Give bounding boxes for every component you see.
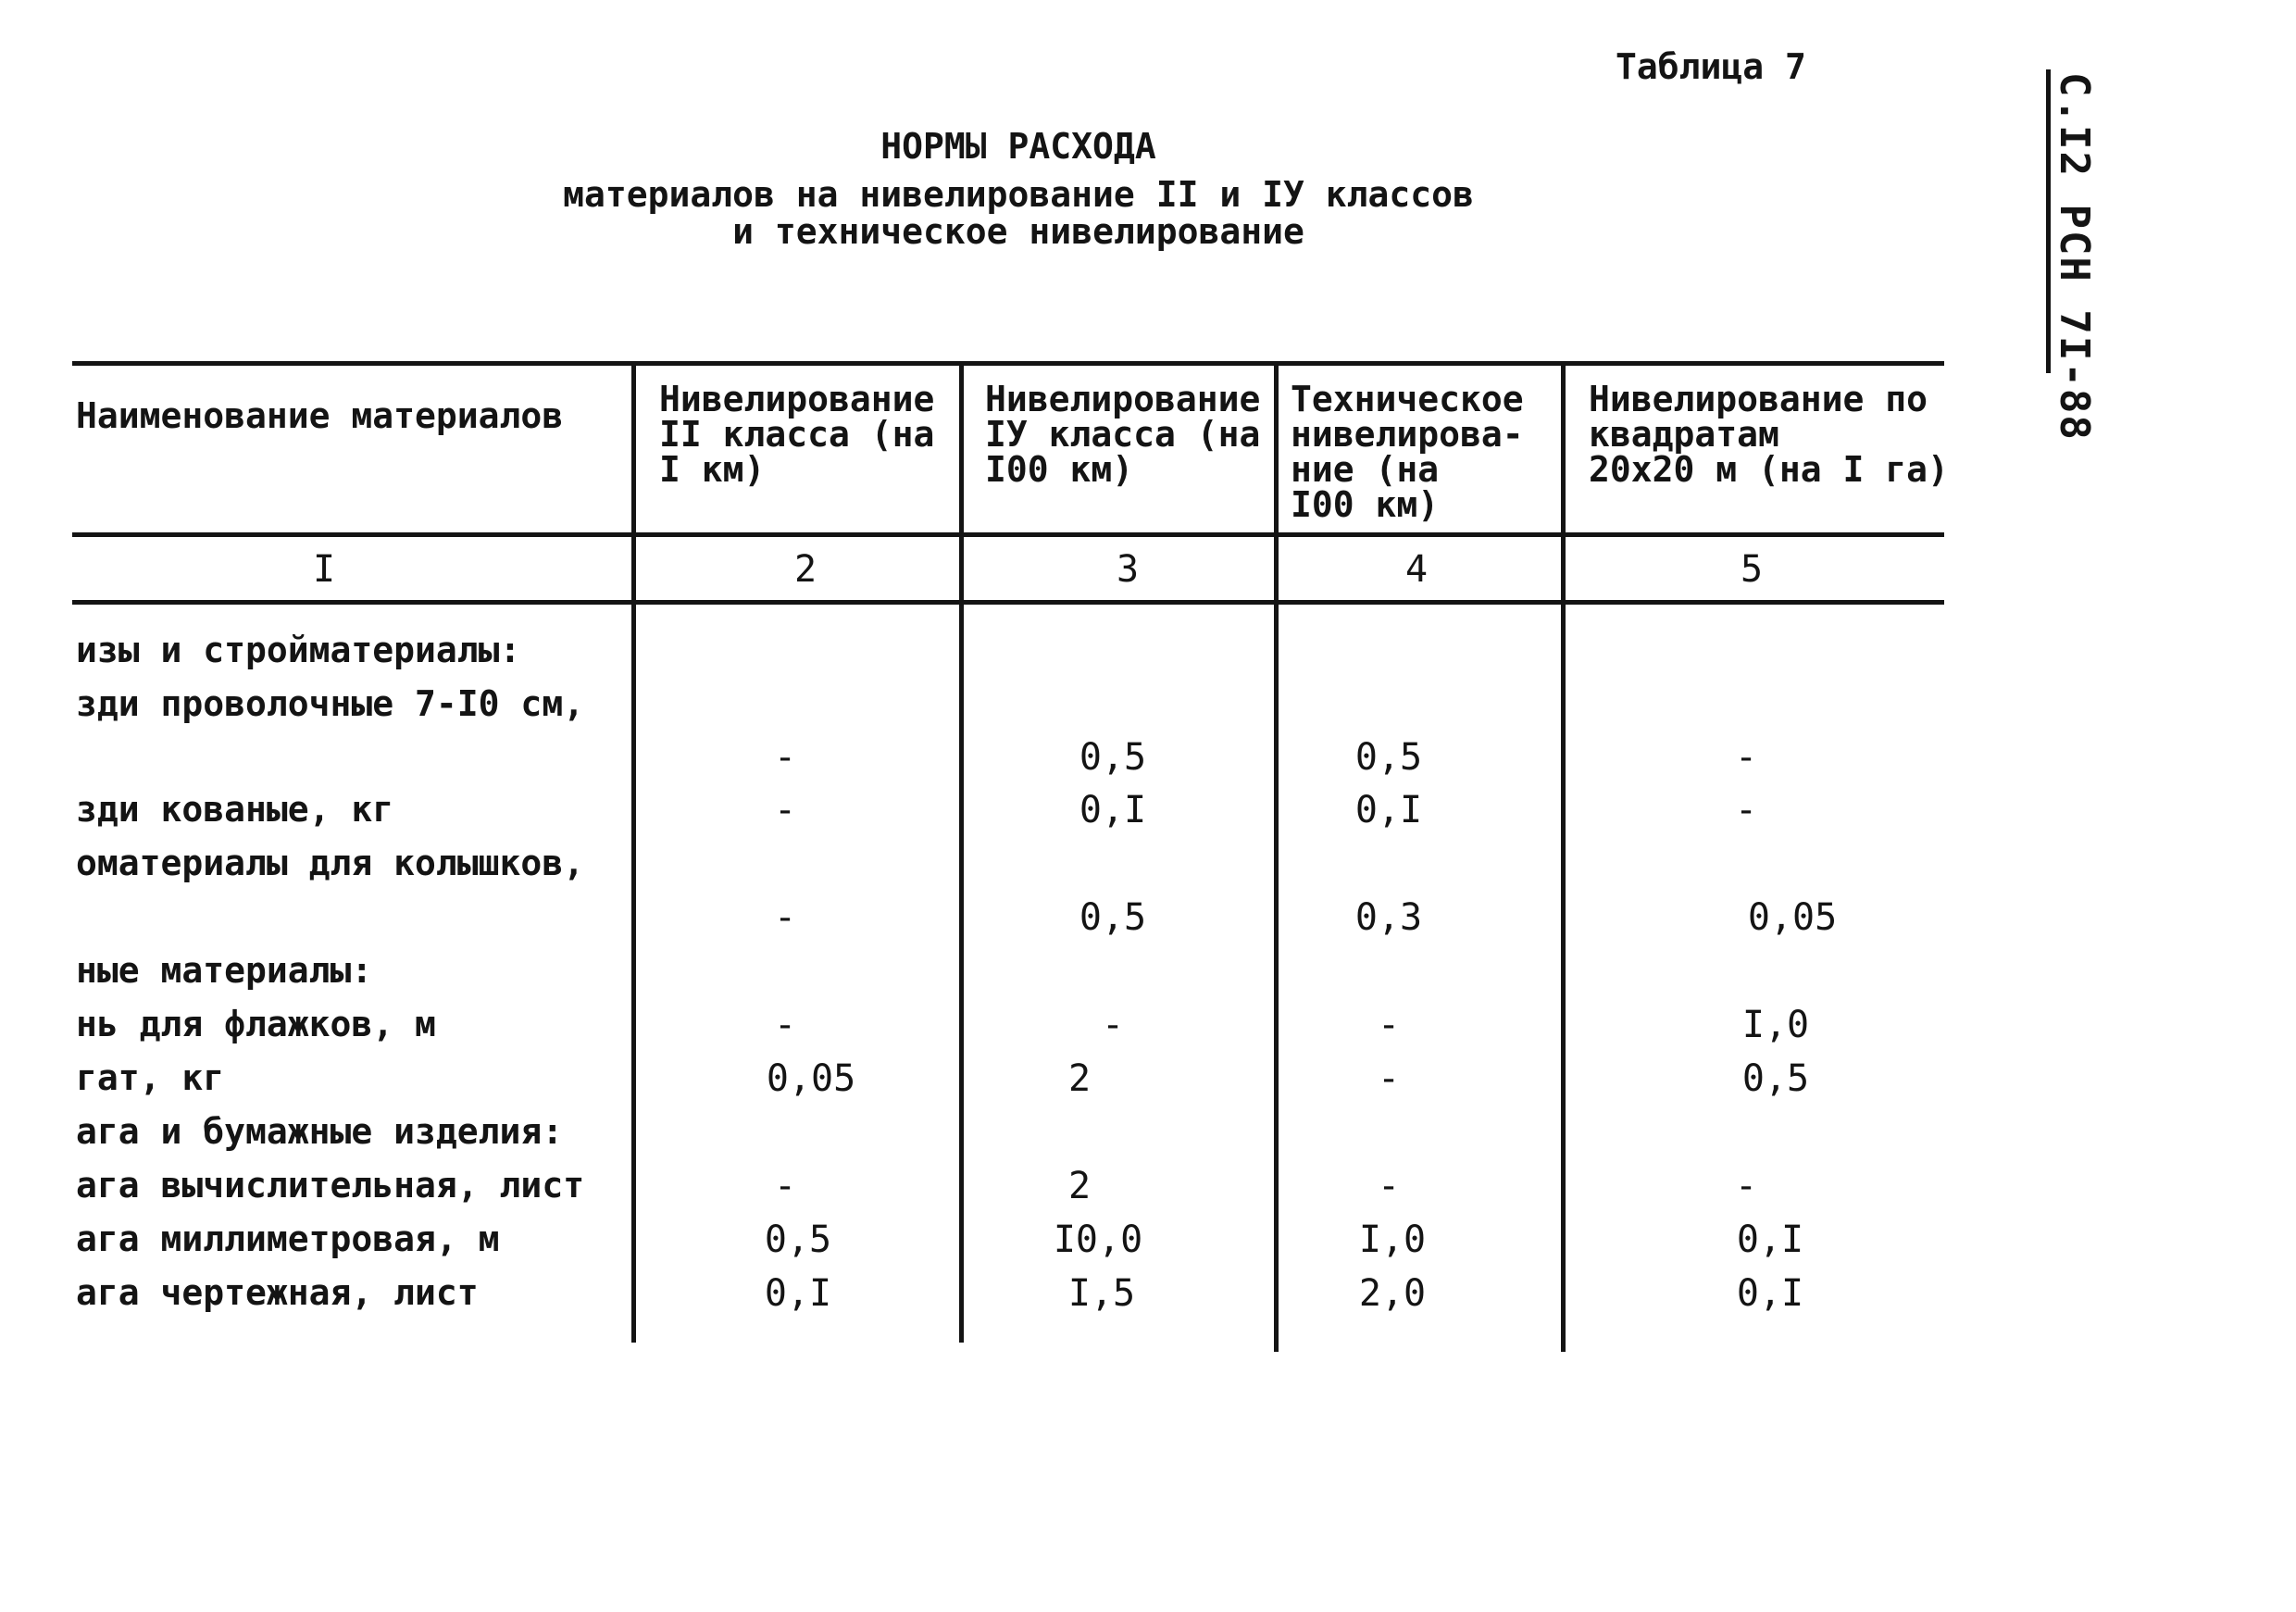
table-top-rule — [72, 361, 1944, 366]
cell-col5: 0,I — [1736, 1218, 1804, 1261]
cell-col2: - — [773, 736, 797, 779]
column-number-2: 2 — [793, 548, 817, 591]
side-document-code: С.I2 РСН 7I-88 — [2051, 72, 2098, 442]
column-header-2: Нивелирование II класса (на I км) — [659, 379, 935, 490]
table-title: НОРМЫ РАСХОДА — [880, 126, 1156, 167]
column-header-4: Техническое нивелирова- ние (на I00 км) — [1291, 379, 1524, 525]
cell-col2: - — [773, 896, 797, 939]
cell-col4: I,0 — [1358, 1218, 1427, 1261]
cell-col4: 0,5 — [1354, 736, 1423, 779]
cell-col3: - — [1101, 1004, 1125, 1046]
cell-col2: 0,I — [764, 1272, 832, 1315]
cell-col5: 0,I — [1736, 1272, 1804, 1315]
column-divider-3 — [1274, 361, 1279, 1352]
cell-col3: I0,0 — [1053, 1218, 1143, 1261]
row-label: гат, кг — [76, 1057, 225, 1098]
column-divider-2 — [959, 361, 964, 1343]
cell-col4: 0,I — [1354, 789, 1423, 831]
cell-col2: 0,05 — [766, 1057, 856, 1100]
cell-col2: - — [773, 1004, 797, 1046]
cell-col3: 0,5 — [1079, 896, 1147, 939]
header-bottom-rule — [72, 532, 1944, 537]
row-label: ага чертежная, лист — [76, 1272, 479, 1313]
cell-col3: I,5 — [1067, 1272, 1136, 1315]
row-label: ага вычислительная, лист — [76, 1165, 585, 1206]
cell-col4: - — [1377, 1004, 1401, 1046]
cell-col2: 0,5 — [764, 1218, 832, 1261]
row-label: зди кованые, кг — [76, 789, 394, 830]
row-label: ные материалы: — [76, 950, 373, 991]
table-subtitle-line1: материалов на нивелирование II и IУ классов — [563, 174, 1474, 215]
row-label: оматериалы для колышков, — [76, 843, 585, 883]
cell-col5: - — [1734, 736, 1758, 779]
cell-col3: 0,I — [1079, 789, 1147, 831]
cell-col3: 2 — [1067, 1165, 1092, 1207]
cell-col4: - — [1377, 1165, 1401, 1207]
cell-col4: 0,3 — [1354, 896, 1423, 939]
row-label: зди проволочные 7-I0 см, — [76, 683, 585, 724]
column-divider-4 — [1561, 361, 1566, 1352]
column-number-5: 5 — [1740, 548, 1764, 591]
column-header-5: Нивелирование по квадратам 20х20 м (на I га) — [1589, 379, 1949, 490]
row-label: ага миллиметровая, м — [76, 1218, 500, 1259]
row-label: ага и бумажные изделия: — [76, 1111, 564, 1152]
cell-col5: I,0 — [1741, 1004, 1810, 1046]
cell-col2: - — [773, 789, 797, 831]
cell-col5: 0,05 — [1747, 896, 1838, 939]
row-label: нь для флажков, м — [76, 1004, 436, 1044]
column-header-1: Наименование материалов — [76, 395, 564, 436]
cell-col3: 0,5 — [1079, 736, 1147, 779]
table-subtitle-line2: и техническое нивелирование — [732, 211, 1304, 252]
cell-col5: 0,5 — [1741, 1057, 1810, 1100]
column-divider-1 — [631, 361, 636, 1343]
column-number-4: 4 — [1404, 548, 1429, 591]
row-label: изы и стройматериалы: — [76, 630, 521, 670]
cell-col4: 2,0 — [1358, 1272, 1427, 1315]
column-number-1: I — [312, 548, 336, 591]
column-header-3: Нивелирование IУ класса (на I00 км) — [985, 379, 1261, 490]
column-number-3: 3 — [1116, 548, 1140, 591]
column-numbers-rule — [72, 600, 1944, 605]
table-number: Таблица 7 — [1616, 46, 1806, 87]
cell-col5: - — [1734, 1165, 1758, 1207]
cell-col2: - — [773, 1165, 797, 1207]
cell-col3: 2 — [1067, 1057, 1092, 1100]
cell-col4: - — [1377, 1057, 1401, 1100]
cell-col5: - — [1734, 789, 1758, 831]
